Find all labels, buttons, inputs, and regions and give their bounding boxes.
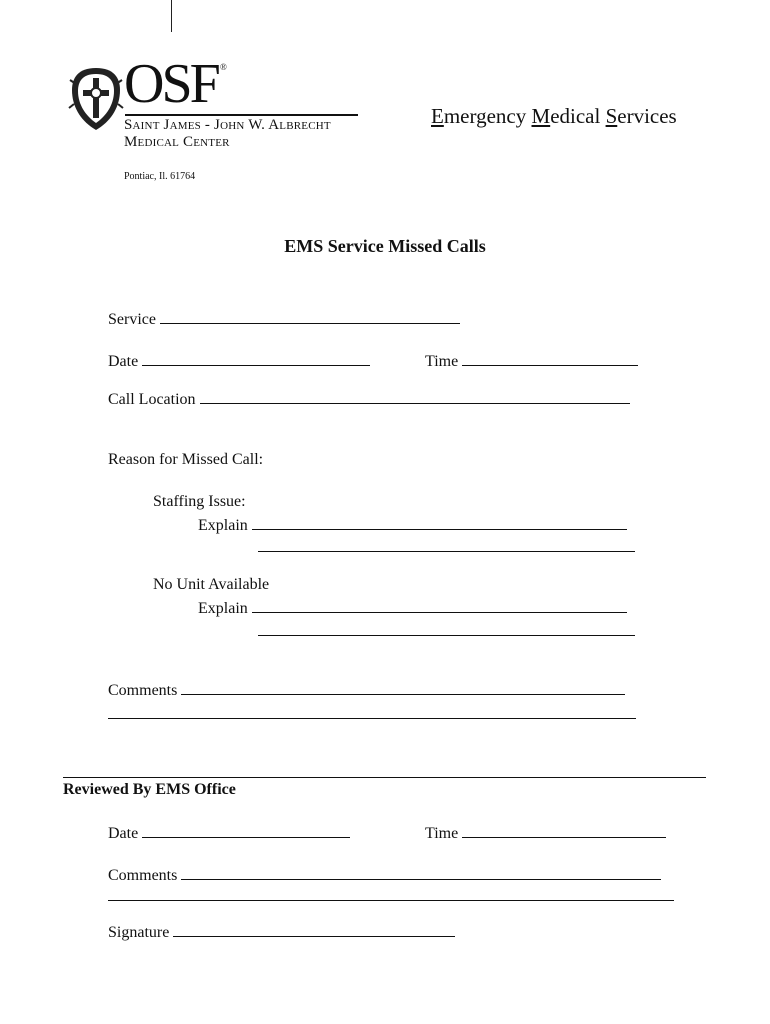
review-comments-field [108,865,661,885]
review-time-label: Time [425,825,459,842]
review-comments-input-line-2[interactable] [108,900,674,901]
no-unit-explain-label: Explain [198,600,248,617]
comments-label: Comments [108,682,178,699]
signature-field [108,922,455,942]
ems-letter-e: E [431,104,444,128]
ems-word-edical: edical [550,104,606,128]
ems-word-ervices: ervices [617,104,677,128]
staffing-explain-line-1[interactable] [252,515,627,530]
ems-heading [431,104,677,129]
no-unit-available-label: No Unit Available [153,576,270,593]
reviewed-by-heading: Reviewed By EMS Office [63,781,236,798]
review-date-field [108,823,350,843]
page-edge-mark [171,0,172,32]
date-field [108,351,370,371]
osf-emblem-logo [68,64,124,134]
staffing-explain-label: Explain [198,517,248,534]
section-divider [63,777,706,778]
no-unit-explain-line-2[interactable] [258,635,635,636]
no-unit-explain-field [198,598,627,618]
medical-center-name [124,117,331,151]
review-time-field [425,823,666,843]
staffing-explain-field [198,515,627,535]
staffing-explain-line-2[interactable] [258,551,635,552]
date-input-line[interactable] [142,351,370,366]
review-date-input-line[interactable] [142,823,350,838]
review-comments-input-line-1[interactable] [181,865,661,880]
comments-input-line-1[interactable] [181,680,625,695]
review-date-label: Date [108,825,139,842]
service-label: Service [108,311,156,328]
call-location-label: Call Location [108,391,196,408]
staffing-issue-label: Staffing Issue: [153,493,246,510]
ems-letter-s: S [605,104,618,128]
no-unit-explain-line-1[interactable] [252,598,627,613]
call-location-field [108,389,630,409]
date-label: Date [108,353,139,370]
time-field [425,351,638,371]
reason-label: Reason for Missed Call: [108,451,264,468]
signature-label: Signature [108,924,170,941]
city-address: Pontiac, Il. 61764 [124,171,196,182]
service-input-line[interactable] [160,309,460,324]
form-title: EMS Service Missed Calls [284,236,486,256]
signature-input-line[interactable] [173,922,455,937]
logo-rule [125,114,358,116]
osf-logo-text: OSF [124,53,218,115]
registered-mark: ® [220,62,227,72]
center-name-line2: Medical Center [124,134,230,150]
review-comments-label: Comments [108,867,178,884]
ems-letter-m: M [531,104,551,128]
call-location-input-line[interactable] [200,389,630,404]
comments-field [108,680,625,700]
time-label: Time [425,353,459,370]
review-time-input-line[interactable] [462,823,666,838]
center-name-line1: Saint James - John W. Albrecht [124,117,331,133]
service-field [108,309,460,329]
time-input-line[interactable] [462,351,638,366]
ems-word-mergency: mergency [443,104,532,128]
comments-input-line-2[interactable] [108,718,636,719]
